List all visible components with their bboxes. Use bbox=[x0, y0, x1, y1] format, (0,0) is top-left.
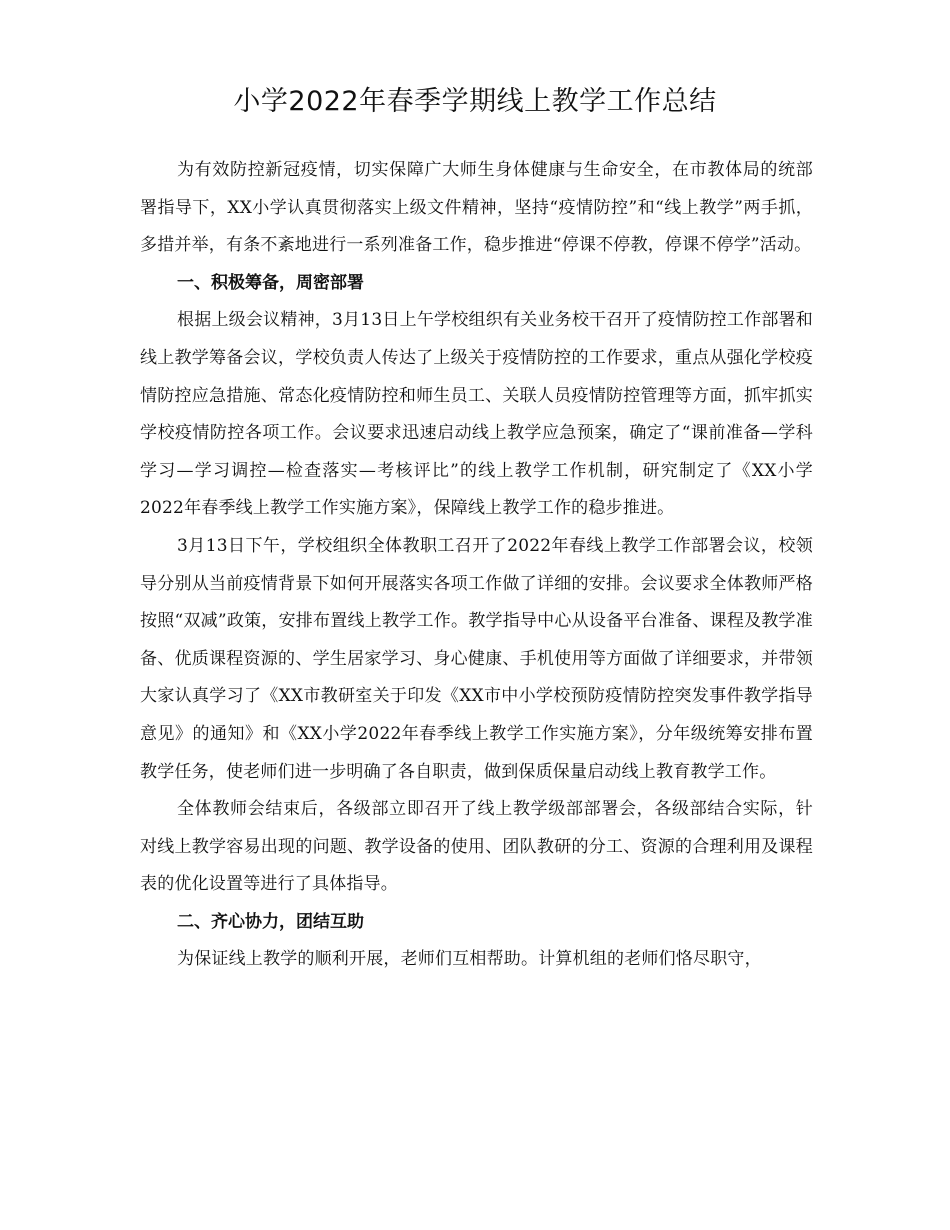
intro-paragraph: 为有效防控新冠疫情，切实保障广大师生身体健康与生命安全，在市教体局的统部署指导下，XX小学认真贯彻落实上级文件精神，坚持“疫情防控”和“线上教学”两手抓，多措并举，有条不紊地进行一系列准备工作，稳步推进“停课不停教，停课不停学”活动。 bbox=[140, 160, 813, 256]
section-1-paragraph-1: 根据上级会议精神，3月13日上午学校组织有关业务校干召开了疫情防控工作部署和线上教学筹备会议，学校负责人传达了上级关于疫情防控的工作要求，重点从强化学校疫情防控应急措施、常态化疫情防控和师生员工、关联人员疫情防控管理等方面，抓牢抓实学校疫情防控各项工作。会议要求迅速启动线上教学应急预案，确定了“课前准备—学科学习—学习调控—检查落实—考核评比”的线上教学工作机制，研究制定了《XX小学2022年春季线上教学工作实施方案》，保障线上教学工作的稳步推进。 bbox=[140, 310, 813, 519]
document-title: 小学2022年春季学期线上教学工作总结 bbox=[233, 86, 717, 117]
section-1-paragraph-3: 全体教师会结束后，各级部立即召开了线上教学级部部署会，各级部结合实际，针对线上教学容易出现的问题、教学设备的使用、团队教研的分工、资源的合理利用及课程表的优化设置等进行了具体指导。 bbox=[140, 799, 813, 895]
section-heading-2: 二、齐心协力，团结互助 bbox=[177, 911, 364, 932]
section-heading-1: 一、积极筹备，周密部署 bbox=[177, 272, 364, 293]
section-1-paragraph-2: 3月13日下午，学校组织全体教职工召开了2022年春线上教学工作部署会议，校领导分别从当前疫情背景下如何开展落实各项工作做了详细的安排。会议要求全体教师严格按照“双减”政策，安排布置线上教学工作。教学指导中心从设备平台准备、课程及教学准备、优质课程资源的、学生居家学习、身心健康、手机使用等方面做了详细要求，并带领大家认真学习了《XX市教研室关于印发《XX市中小学校预防疫情防控突发事件教学指导意见》的通知》和《XX小学2022年春季线上教学工作实施方案》，分年级统筹安排布置教学任务，使老师们进一步明确了各自职责，做到保质保量启动线上教育教学工作。 bbox=[140, 535, 813, 782]
document-body bbox=[140, 152, 813, 979]
section-2-paragraph-1: 为保证线上教学的顺利开展，老师们互相帮助。计算机组的老师们恪尽职守， bbox=[177, 949, 762, 970]
